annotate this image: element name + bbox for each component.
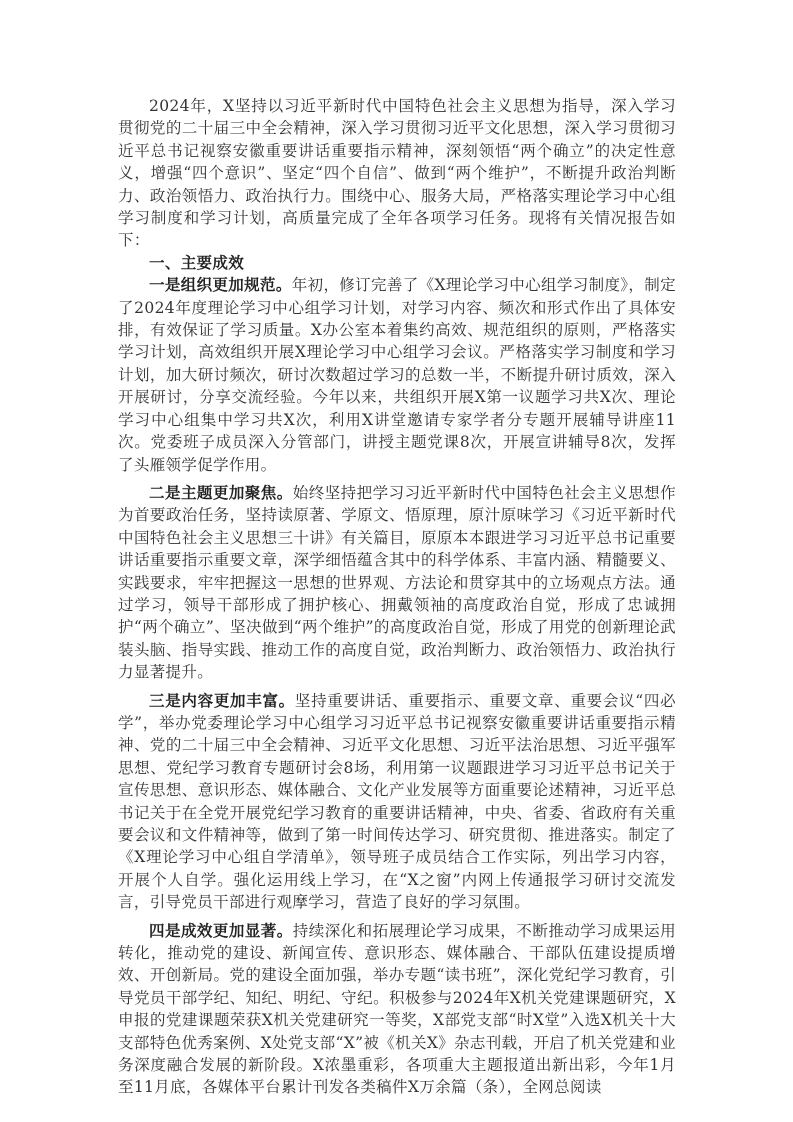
intro-paragraph: 2024年，X坚持以习近平新时代中国特色社会主义思想为指导，深入学习贯彻党的二十届三中全会精神，深入学习贯彻习近平文化思想，深入学习贯彻习近平总书记视察安徽重要讲话重要指示精神，深刻领悟“两个确立”的决定性意义，增强“四个意识”、坚定“四个自信”、做到“两个维护”，不断提升政治判断力、政治领悟力、政治执行力。围绕中心、服务大局，严格落实理论学习中心组学习制度和学习计划，高质量完成了全年各项学习任务。现将有关情况报告如下： — [118, 97, 676, 250]
section-heading: 一、主要成效 — [149, 253, 245, 272]
item-body-3: 坚持重要讲话、重要指示、重要文章、重要会议“四必学”，举办党委理论学习中心组学习习近平总书记视察安徽重要讲话重要指示精神、党的二十届三中全会精神、习近平文化思想、习近平法治思想、习近平强军思想、党纪学习教育专题研讨会8场，利用第一议题跟进学习习近平总书记关于宣传思想、意识形态、媒体融合、文化产业发展等方面重要论述精神，习近平总书记关于在全党开展党纪学习教育的重要讲话精神，中央、省委、省政府有关重要会议和文件精神等，做到了第一时间传达学习、研究贯彻、推进落实。制定了《X理论学习中心组自学清单》，领导班子成员结合工作实际，列出学习内容，开展个人自学。强化运用线上学习，在“X之窗”内网上传通报学习研讨交流发言，引导党员干部进行观摩学习，营造了良好的学习氛围。 — [118, 691, 676, 912]
item-paragraph-3 — [118, 690, 676, 914]
item-lead-1: 一是组织更加规范。 — [149, 276, 292, 295]
document-page — [118, 95, 676, 1099]
item-lead-2: 二是主题更加聚焦。 — [149, 483, 293, 502]
item-paragraph-4 — [118, 920, 676, 1099]
item-paragraph-2 — [118, 482, 676, 684]
item-body-2: 始终坚持把学习习近平新时代中国特色社会主义思想作为首要政治任务，坚持读原著、学原文、悟原理，原汁原味学习《习近平新时代中国特色社会主义思想三十讲》有关篇目，原原本本跟进学习习近平总书记重要讲话重要指示重要文章，深学细悟蕴含其中的科学体系、丰富内涵、精髓要义、实践要求，牢牢把握这一思想的世界观、方法论和贯穿其中的立场观点方法。通过学习，领导干部形成了拥护核心、拥戴领袖的高度政治自觉，形成了忠诚拥护“两个确立”、坚决做到“两个维护”的高度政治自觉，形成了用党的创新理论武装头脑、指导实践、推动工作的高度自觉，政治判断力、政治领悟力、政治执行力显著提升。 — [118, 483, 676, 682]
item-lead-4: 四是成效更加显著。 — [149, 921, 293, 940]
item-body-4: 持续深化和拓展理论学习成果，不断推动学习成果运用转化，推动党的建设、新闻宣传、意识形态、媒体融合、干部队伍建设提质增效、开创新局。党的建设全面加强，举办专题“读书班”，深化党纪学习教育，引导党员干部学纪、知纪、明纪、守纪。积极参与2024年X机关党建课题研究，X申报的党建课题荣获X机关党建研究一等奖，X部党支部“时X堂”入选X机关十大支部特色优秀案例、X处党支部“X”被《机关X》杂志刊载，开启了机关党建和业务深度融合发展的新阶段。X浓墨重彩，各项重大主题报道出新出彩，今年1月至11月底，各媒体平台累计刊发各类稿件X万余篇（条），全网总阅读 — [118, 921, 676, 1097]
item-paragraph-1 — [118, 274, 676, 476]
item-lead-3: 三是内容更加丰富。 — [149, 691, 295, 710]
item-body-1: 年初，修订完善了《X理论学习中心组学习制度》，制定了2024年度理论学习中心组学习计划，对学习内容、频次和形式作出了具体安排，有效保证了学习质量。X办公室本着集约高效、规范组织的原则，严格落实学习计划，高效组织开展X理论学习中心组学习会议。严格落实学习制度和学习计划，加大研讨频次，研讨次数超过学习的总数一半，不断提升研讨质效，深入开展研讨，分享交流经验。今年以来，共组织开展X第一议题学习共X次、理论学习中心组集中学习共X次，利用X讲堂邀请专家学者分专题开展辅导讲座11次。党委班子成员深入分管部门，讲授主题党课8次，开展宣讲辅导8次，发挥了头雁领学促学作用。 — [118, 276, 676, 474]
